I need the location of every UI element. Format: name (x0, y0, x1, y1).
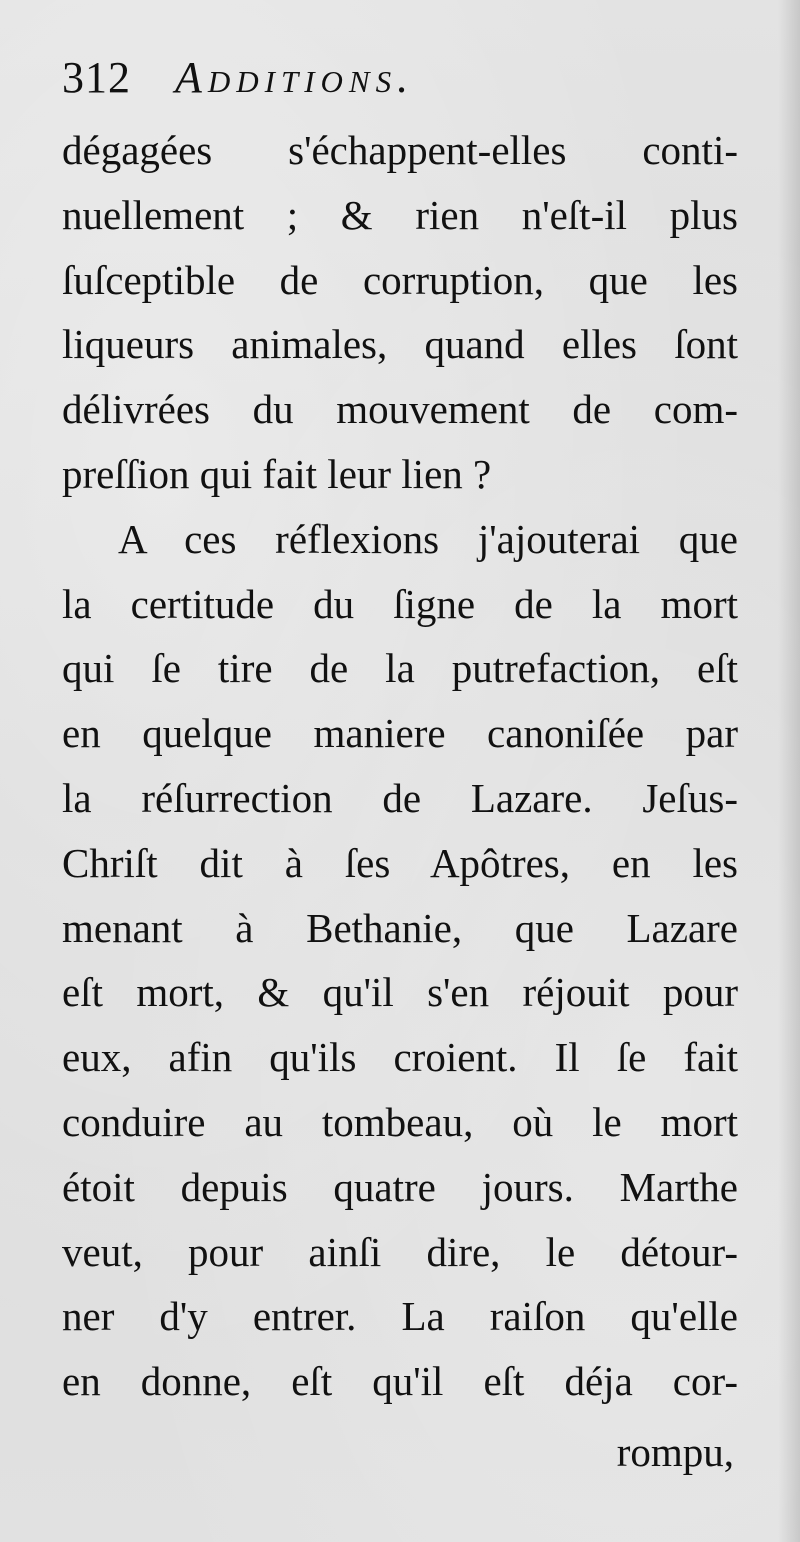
text-line: délivrées du mouvement de com- (62, 386, 738, 433)
text-line: ſuſceptible de corruption, que les (62, 256, 738, 303)
text-line: eux, afin qu'ils croient. Il ſe fait (62, 1034, 738, 1081)
running-head: Additions. (175, 53, 415, 102)
text-line: veut, pour ainſi dire, le détour- (62, 1228, 738, 1275)
text-line: preſſion qui fait leur lien ? (62, 450, 492, 497)
text-line: ner d'y entrer. La raiſon qu'elle (62, 1293, 738, 1340)
text-line: étoit depuis quatre jours. Marthe (62, 1163, 738, 1210)
text-line: A ces réflexions j'ajouterai que (118, 515, 738, 562)
body-text (62, 118, 738, 1414)
text-line: menant à Bethanie, que Lazare (62, 904, 738, 951)
page-header (62, 52, 414, 112)
page-number: 312 (62, 53, 131, 102)
text-line: en donne, eſt qu'il eſt déja cor- (62, 1358, 738, 1405)
text-line: la certitude du ſigne de la mort (62, 580, 738, 627)
text-line: qui ſe tire de la putrefaction, eſt (62, 645, 738, 692)
text-line: dégagées s'échappent-elles conti- (62, 127, 738, 173)
text-line: eſt mort, & qu'il s'en réjouit pour (62, 969, 738, 1016)
text-line: liqueurs animales, quand elles ſont (62, 321, 738, 368)
text-line: en quelque maniere canoniſée par (62, 710, 738, 757)
text-line: la réſurrection de Lazare. Jeſus- (62, 774, 738, 821)
text-line: Chriſt dit à ſes Apôtres, en les (62, 839, 738, 886)
text-line: conduire au tombeau, où le mort (62, 1098, 738, 1145)
catchword: rompu, (616, 1429, 734, 1475)
text-line: nuellement ; & rien n'eſt-il plus (62, 191, 738, 238)
